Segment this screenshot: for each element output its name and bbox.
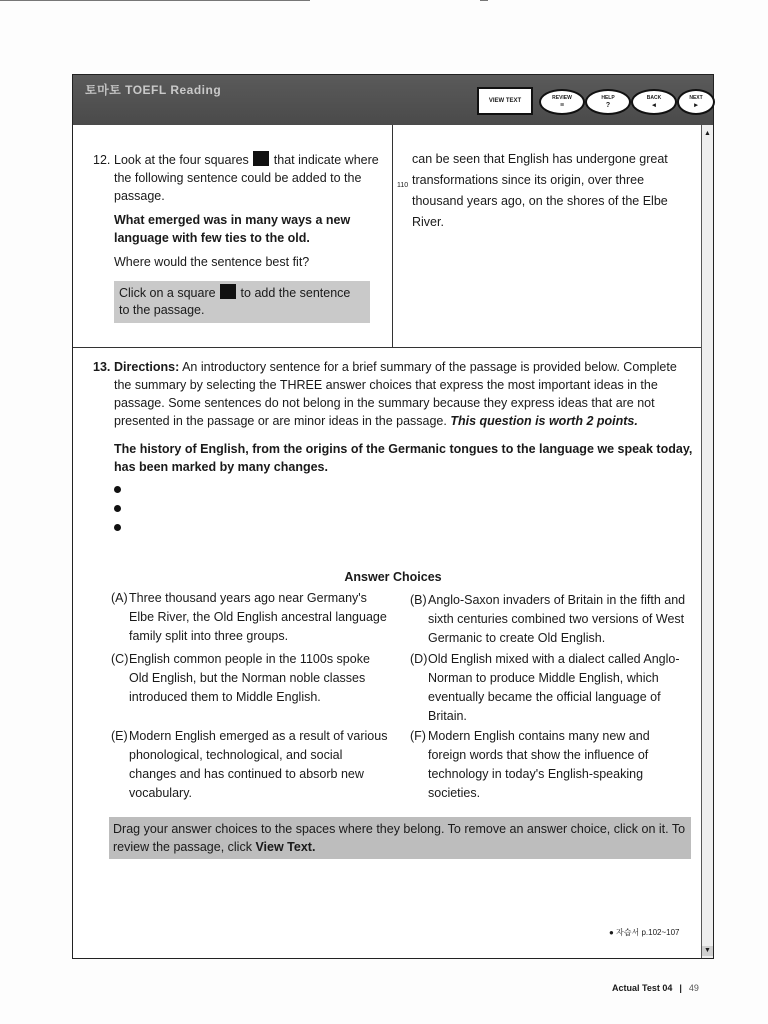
footer-separator: | (679, 983, 682, 993)
drag-instruction-text: Drag your answer choices to the spaces where they belong. To remove an answer choice, click on it. To review the passage, click (113, 822, 686, 854)
choice-text: Modern English emerged as a result of various phonological, technological, and social changes and has continued to absorb new vocabulary. (129, 729, 388, 800)
back-arrow-icon: ◂ (652, 102, 656, 109)
line-number: 110 (397, 182, 409, 189)
passage-line: can be seen that English has undergone great (412, 152, 668, 166)
question-12-question: Where would the sentence best fit? (114, 255, 310, 269)
summary-slot-3[interactable] (114, 524, 121, 531)
top-rule (0, 0, 768, 2)
next-arrow-icon: ▸ (694, 102, 698, 109)
question-12-number: 12. (93, 153, 111, 167)
question-13-number: 13. (93, 360, 111, 374)
answer-choice-d[interactable] (410, 650, 690, 726)
choice-text: Three thousand years ago near Germany's Elbe River, the Old English ancestral language family split into three groups. (129, 591, 387, 643)
points-note: This question is worth 2 points. (450, 414, 638, 428)
view-text-link[interactable]: View Text. (255, 840, 316, 854)
choice-label: (B) (410, 593, 427, 607)
choice-text: Anglo-Saxon invaders of Britain in the fifth and sixth centuries combined two versions of West Germanic to create Old English. (428, 593, 686, 645)
next-button[interactable] (677, 89, 715, 115)
choice-text: Old English mixed with a dialect called Anglo-Norman to produce Middle English, which eventually became the official language of Britain. (428, 652, 680, 723)
answer-choices-title: Answer Choices (344, 570, 442, 584)
instr-part-b: to add the sentence to the passage. (119, 286, 351, 317)
question-12 (93, 151, 383, 323)
review-button[interactable] (539, 89, 585, 115)
section-divider (73, 347, 713, 348)
choice-label: (D) (410, 652, 428, 666)
question-12-prompt (114, 151, 383, 205)
page-footer (612, 983, 699, 993)
choice-label: (E) (111, 729, 128, 743)
pane-divider (392, 125, 393, 347)
passage-line-text: transformations since its origin, over three (412, 173, 645, 187)
toolbar (73, 75, 713, 125)
drag-instruction (109, 817, 691, 859)
help-button[interactable] (585, 89, 631, 115)
passage-pane (397, 149, 700, 233)
insert-sentence: What emerged was in many ways a new language with few ties to the old. (114, 213, 351, 245)
reference-note: ● 자습서 p.102~107 (609, 928, 680, 937)
review-icon: ≡ (559, 102, 565, 109)
passage-line: River. (412, 215, 444, 229)
choice-label: (C) (111, 652, 129, 666)
choice-label: (A) (111, 591, 128, 605)
back-button[interactable] (631, 89, 677, 115)
directions-text: An introductory sentence for a brief summary of the passage is provided below. Complete the summary by selecting the THREE answer choices that express the most important ideas in the passage. Some sentences do not belong in the summary because they express ideas that are not presented in the passage or are minor ideas in the passage. (114, 360, 677, 428)
footer-title: Actual Test 04 (612, 983, 673, 993)
square-marker-icon (220, 284, 236, 299)
click-square-instruction (114, 281, 370, 323)
summary-slot-1[interactable] (114, 486, 121, 493)
answer-choice-c[interactable] (111, 650, 391, 707)
choice-text: Modern English contains many new and foreign words that show the influence of technology in today's English-speaking societies. (428, 729, 650, 800)
answer-choice-b[interactable] (410, 591, 690, 648)
answer-choice-f[interactable] (410, 727, 690, 803)
scroll-up-icon[interactable]: ▲ (704, 130, 711, 137)
next-label: NEXT (689, 95, 703, 101)
choice-text: English common people in the 1100s spoke Old English, but the Norman noble classes introduced them to Middle English. (129, 652, 370, 704)
directions (114, 358, 693, 430)
passage-line: thousand years ago, on the shores of the Elbe (412, 194, 668, 208)
help-label: HELP (601, 95, 615, 101)
prompt-part-a: Look at the four squares (114, 153, 249, 167)
square-marker-icon (253, 151, 269, 166)
choice-label: (F) (410, 729, 426, 743)
help-icon: ? (605, 102, 611, 109)
test-window (72, 74, 714, 959)
answer-choice-a[interactable] (111, 589, 391, 646)
scrollbar[interactable] (701, 125, 713, 958)
brand-title: 토마토 TOEFL Reading (85, 83, 222, 97)
back-label: BACK (646, 95, 662, 101)
answer-choice-e[interactable] (111, 727, 391, 803)
view-text-button[interactable]: VIEW TEXT (477, 87, 533, 115)
summary-intro: The history of English, from the origins of the Germanic tongues to the language we speak today, has been marked by many changes. (114, 442, 693, 474)
prompt-part-b: that indicate where the following sentence could be added to the passage. (114, 153, 379, 203)
question-13 (93, 358, 693, 543)
page-number: 49 (688, 983, 699, 993)
review-label: REVIEW (552, 95, 572, 101)
directions-label: Directions: (114, 360, 180, 374)
instr-part-a: Click on a square (119, 286, 216, 300)
summary-slot-2[interactable] (114, 505, 121, 512)
scroll-down-icon[interactable]: ▼ (702, 946, 713, 956)
summary-slots (114, 486, 693, 531)
passage-line (397, 170, 700, 191)
